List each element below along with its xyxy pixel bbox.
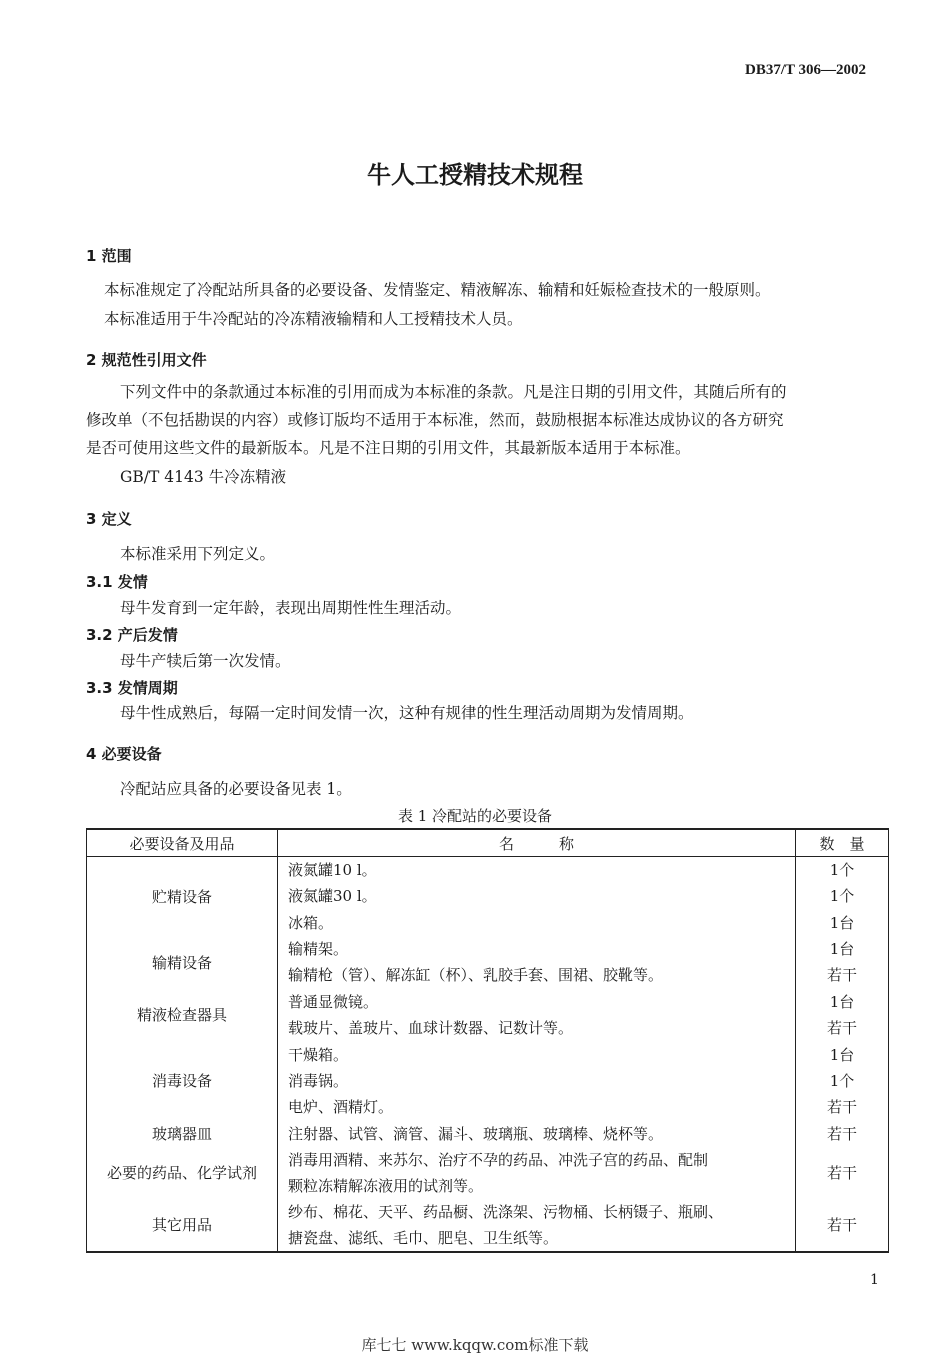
qty-cell: 若干 [796, 1121, 889, 1147]
qty-cell: 若干 [796, 1199, 889, 1252]
definition-3-3-text: 母牛性成熟后，每隔一定时间发情一次，这种有规律的性生理活动周期为发情周期。 [120, 704, 694, 722]
name-cell: 冰箱。 [278, 909, 796, 935]
standard-code: DB37/T 306—2002 [745, 62, 866, 78]
table-row [87, 1147, 889, 1199]
definition-3-2-heading: 3.2 产后发情 [86, 626, 178, 644]
qty-cell: 若干 [796, 1094, 889, 1120]
name-cell: 电炉、酒精灯。 [278, 1094, 796, 1120]
page-number: 1 [870, 1272, 879, 1288]
section-2-para-line-3: 是否可使用这些文件的最新版本。凡是不注日期的引用文件，其最新版本适用于本标准。 [86, 439, 691, 457]
name-line: 纱布、棉花、天平、药品橱、洗涤架、污物桶、长柄镊子、瓶刷、 [288, 1202, 724, 1221]
table-row [87, 1041, 889, 1067]
qty-cell: 1台 [796, 909, 889, 935]
section-2-para-line-2: 修改单（不包括勘误的内容）或修订版均不适用于本标准，然而，鼓励根据本标准达成协议的各方研究 [86, 411, 784, 429]
name-cell: 输精枪（管）、解冻缸（杯）、乳胶手套、围裙、胶靴等。 [278, 962, 796, 988]
name-cell: 普通显微镜。 [278, 989, 796, 1015]
table-caption: 表 1 冷配站的必要设备 [397, 807, 553, 825]
page-title: 牛人工授精技术规程 [367, 161, 583, 189]
table-header-row [87, 829, 889, 857]
qty-cell: 若干 [796, 962, 889, 988]
name-cell: 注射器、试管、滴管、漏斗、玻璃瓶、玻璃棒、烧杯等。 [278, 1121, 796, 1147]
category-cell: 输精设备 [87, 936, 278, 989]
qty-cell: 1个 [796, 1068, 889, 1094]
definition-3-2-text: 母牛产犊后第一次发情。 [120, 652, 291, 670]
name-cell [278, 1147, 796, 1199]
name-cell: 输精架。 [278, 936, 796, 962]
category-cell: 消毒设备 [87, 1041, 278, 1120]
section-4-intro: 冷配站应具备的必要设备见表 1。 [120, 780, 352, 798]
name-cell: 载玻片、盖玻片、血球计数器、记数计等。 [278, 1015, 796, 1041]
watermark-footer: 库七七 www.kqqw.com标准下载 [361, 1336, 589, 1354]
category-cell: 玻璃器皿 [87, 1121, 278, 1147]
category-cell: 必要的药品、化学试剂 [87, 1147, 278, 1199]
category-cell: 其它用品 [87, 1199, 278, 1252]
name-cell: 液氮罐10 l。 [278, 857, 796, 884]
table-row [87, 936, 889, 962]
section-4-heading: 4 必要设备 [86, 745, 162, 763]
qty-cell: 若干 [796, 1147, 889, 1199]
equipment-table [86, 828, 889, 1253]
qty-cell: 若干 [796, 1015, 889, 1041]
section-3-heading: 3 定义 [86, 510, 132, 528]
category-cell: 贮精设备 [87, 857, 278, 936]
name-cell: 消毒锅。 [278, 1068, 796, 1094]
qty-cell: 1台 [796, 1041, 889, 1067]
header-category: 必要设备及用品 [87, 829, 278, 857]
qty-cell: 1台 [796, 936, 889, 962]
definition-3-1-text: 母牛发育到一定年龄，表现出周期性性生理活动。 [120, 599, 462, 617]
table-row [87, 1199, 889, 1252]
section-1-para-2: 本标准适用于牛冷配站的冷冻精液输精和人工授精技术人员。 [104, 310, 523, 328]
name-line: 搪瓷盘、滤纸、毛巾、肥皂、卫生纸等。 [288, 1228, 559, 1247]
name-line: 颗粒冻精解冻液用的试剂等。 [288, 1176, 484, 1195]
name-line: 消毒用酒精、来苏尔、治疗不孕的药品、冲洗子宫的药品、配制 [288, 1150, 709, 1169]
definition-3-3-heading: 3.3 发情周期 [86, 679, 178, 697]
qty-cell: 1个 [796, 857, 889, 884]
section-1-heading: 1 范围 [86, 247, 132, 265]
definition-3-1-heading: 3.1 发情 [86, 573, 148, 591]
section-3-intro: 本标准采用下列定义。 [120, 545, 276, 563]
section-2-heading: 2 规范性引用文件 [86, 351, 207, 369]
qty-cell: 1台 [796, 989, 889, 1015]
section-1-para-1: 本标准规定了冷配站所具备的必要设备、发情鉴定、精液解冻、输精和妊娠检查技术的一般原则。 [104, 281, 771, 299]
header-name: 名 称 [278, 829, 796, 857]
section-2-para-line-1: 下列文件中的条款通过本标准的引用而成为本标准的条款。凡是注日期的引用文件，其随后所有的 [120, 383, 787, 401]
category-cell: 精液检查器具 [87, 989, 278, 1042]
table-row [87, 989, 889, 1015]
table-row [87, 1121, 889, 1147]
name-cell: 液氮罐30 l。 [278, 883, 796, 909]
name-cell: 干燥箱。 [278, 1041, 796, 1067]
header-qty: 数 量 [796, 829, 889, 857]
table-row [87, 857, 889, 884]
section-2-reference: GB/T 4143 牛冷冻精液 [120, 468, 287, 486]
name-cell [278, 1199, 796, 1252]
qty-cell: 1个 [796, 883, 889, 909]
